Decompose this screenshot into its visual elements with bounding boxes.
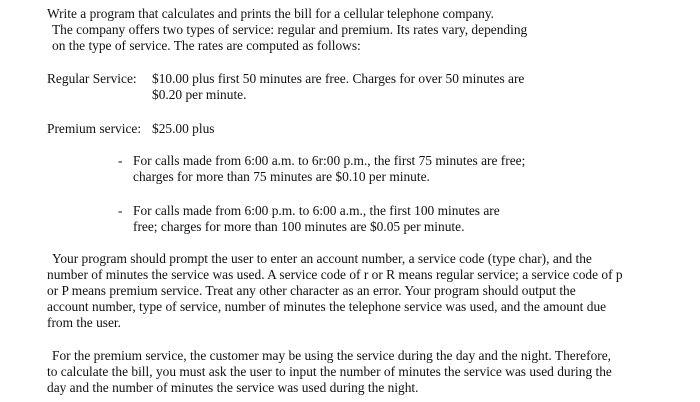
intro-line-2: The company offers two types of service: regular and premium. Its rates vary, depending xyxy=(52,22,528,37)
regular-service-line-2: $0.20 per minute. xyxy=(152,87,247,102)
requirements-line-3: or P means premium service. Treat any other character as an error. Your program should output the xyxy=(47,283,576,298)
premium-bullet-day-line-1: For calls made from 6:00 a.m. to 6r:00 p.m., the first 75 minutes are free; xyxy=(133,153,526,168)
day-night-line-2: to calculate the bill, you must ask the user to input the number of minutes the service was used during the xyxy=(47,364,612,379)
premium-service-value: $25.00 plus xyxy=(152,121,215,136)
premium-bullet-day-line-2: charges for more than 75 minutes are $0.10 per minute. xyxy=(133,169,430,184)
premium-bullet-night-line-2: free; charges for more than 100 minutes are $0.05 per minute. xyxy=(133,219,465,234)
intro-line-1: Write a program that calculates and prints the bill for a cellular telephone company. xyxy=(47,6,495,21)
regular-service-line-1: $10.00 plus first 50 minutes are free. Charges for over 50 minutes are xyxy=(152,71,525,86)
bullet-dash: - xyxy=(118,153,123,168)
premium-bullet-night-line-1: For calls made from 6:00 p.m. to 6:00 a.m., the first 100 minutes are xyxy=(133,203,500,218)
regular-service-label: Regular Service: xyxy=(47,71,137,86)
day-night-line-1: For the premium service, the customer may be using the service during the day and the night. Therefore, xyxy=(52,348,612,363)
bullet-dash: - xyxy=(118,203,123,218)
requirements-line-4: account number, type of service, number of minutes the telephone service was used, and the amount due xyxy=(47,299,607,314)
requirements-line-5: from the user. xyxy=(47,315,122,330)
intro-line-3: on the type of service. The rates are computed as follows: xyxy=(52,38,361,53)
requirements-line-2: number of minutes the service was used. A service code of r or R means regular service; a service code of p xyxy=(47,267,623,282)
requirements-line-1: Your program should prompt the user to enter an account number, a service code (type char), and the xyxy=(52,251,592,266)
day-night-line-3: day and the number of minutes the service was used during the night. xyxy=(47,380,419,395)
premium-service-label: Premium service: xyxy=(47,121,142,136)
